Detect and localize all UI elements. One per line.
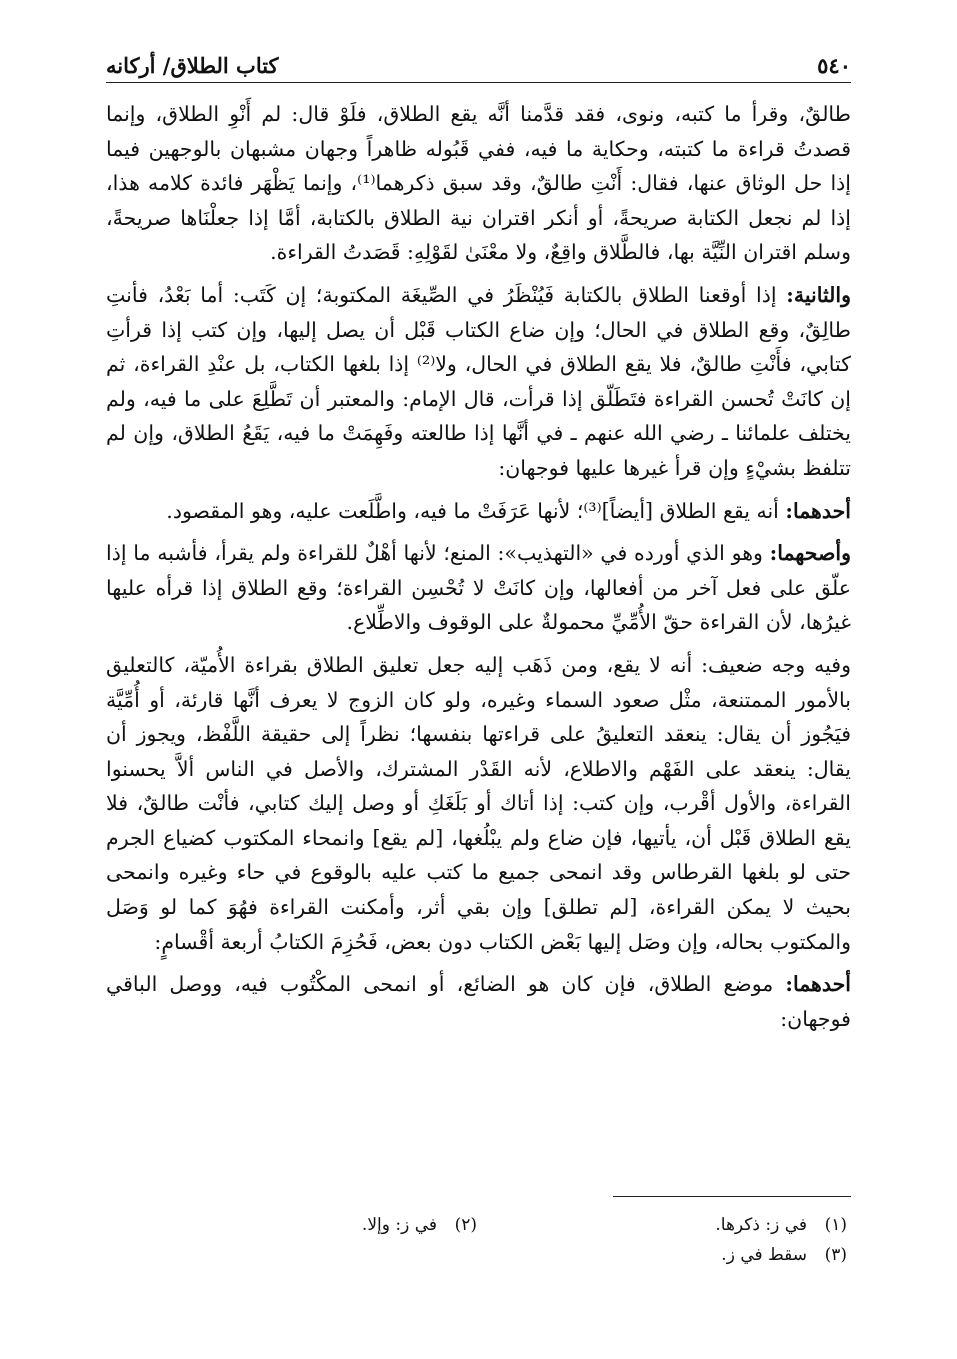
paragraph xyxy=(106,648,851,959)
footnote-2 xyxy=(107,1210,477,1240)
paragraph xyxy=(106,494,851,529)
paragraph-text: أنه يقع الطلاق [أيضاً]⁽³⁾؛ لأنها عَرَفَتْ ما فيه، واطَّلَعت عليه، وهو المقصود. xyxy=(166,498,786,523)
footnote-number: (٢) xyxy=(454,1215,477,1235)
footnote-text: سقط في ز. xyxy=(721,1245,807,1265)
footnote-1 xyxy=(477,1210,847,1240)
paragraph-lead: والثانية: xyxy=(786,282,851,307)
paragraph-text: موضع الطلاق، فإن كان هو الضائع، أو انمحى المكْتُوب فيه، ووصل الباقي فوجهان: xyxy=(106,972,851,1031)
paragraph-lead: أحدهما: xyxy=(785,972,851,997)
running-head xyxy=(106,42,851,83)
body-text xyxy=(106,97,851,1036)
footnote-text: في ز: ذكرها. xyxy=(715,1215,807,1235)
footnote-text: في ز: وإلا. xyxy=(361,1215,437,1235)
paragraph-lead: أحدهما: xyxy=(785,498,851,523)
paragraph-lead: وأصحهما: xyxy=(769,541,851,566)
paragraph xyxy=(106,278,851,486)
paragraph-text: وهو الذي أورده في «التهذيب»: المنع؛ لأنها أهْلٌ للقراءة ولم يقرأ، فأشبه ما إذا علّق على فعل آخر من أفعالها، وإن كانَتْ لا تُحْسِن القراءة؛ وقع الطلاق إذا قرأه عليها غيرُها، لأن القراءة حقّ الأُمِّيِّ محمولةٌ على الوقوف والاطِّلاع. xyxy=(106,541,851,635)
footnote-number: (٣) xyxy=(824,1245,847,1265)
paragraph-text: وفيه وجه ضعيف: أنه لا يقع، ومن ذَهَب إليه جعل تعليق الطلاق بقراءة الأُميّة، كالتعليق بالأمور الممتنعة، مثْل صعود السماء وغيره، ولو كان الزوج لا يعرف أنَّها قارئة، أو أُمِّيَّة فيَجُوز أن يقال: ينعقد التعليقُ على قراءتها بنفسها؛ نظراً إلى حقيقة اللَّفْظ، ويجوز أن يقال: ينعقد على الفَهْم والاطلاع، لأنه القَدْر المشترك، والأصل في الناس ألاَّ يحسنوا القراءة، والأول أقْرب، وإن كتب: إذا أتاك أو بَلَغَكِ أو وصل إليك كتابي، فأنْت طالقٌ، فلا يقع الطلاق قَبْل أن، يأتيها، فإن ضاع ولم يبْلُغها، [لم يقع] وانمحاء المكتوب كضياع الجرم حتى لو بلغها القرطاس وقد انمحى جميع ما كتب عليه بالوقوع في حاء وغيره وانمحى بحيث لا يمكن القراءة، [لم تطلق] وإن بقي أثر، وأمكنت القراءة فهُوَ كما لو وَصَل والمكتوب بحاله، وإن وصَل إليها بَعْض الكتاب دون بعض، فَحُزِمَ الكتابُ أربعة أقْسامٍ: xyxy=(106,652,851,954)
paragraph-text: طالقٌ، وقرأ ما كتبه، ونوى، فقد قدَّمنا أنَّه يقع الطلاق، فلَوْ قال: لم أَنْوِ الطلاق، وإنما قصدتُ قراءة ما كتبته، وحكاية ما فيه، ففي قَبُوله ظاهراً وجهان مشبهان بالوجهين فيما إذا حل الوثاق عنها، فقال: أَنْتِ طالقٌ، وقد سبق ذكرهما⁽¹⁾، وإنما يَظْهَر فائدة كلامه هذا، إذا لم نجعل الكتابة صريحةً، أو أنكر اقتران نية الطلاق بالكتابة، أمَّا إذا جعلْنَاها صريحةً، وسلم اقتران النِّيَّة بها، فالطَّلاق واقِعٌ، ولا معْنَىٰ لقَوْلِهِ: قَصَدتُ القراءة. xyxy=(106,102,851,265)
footnote-row xyxy=(107,1240,847,1270)
footnote-divider xyxy=(613,1196,851,1197)
footnotes xyxy=(107,1210,847,1270)
footnote-3 xyxy=(477,1240,847,1270)
paragraph-text: إذا أوقعنا الطلاق بالكتابة فَيُنْظَرُ في الصِّيغَة المكتوبة؛ إن كَتَب: أما بَعْدُ، فأنتِ طالِقٌ، وقع الطلاق في الحال؛ وإن ضاع الكتاب قَبْل أن يصل إليها، وإن كتب إذا قرأتِ كتابي، فأَنْتِ طالقٌ، فلا يقع الطلاق في الحال، ولا⁽²⁾ إذا بلغها الكتاب، بل عنْدِ القراءة، ثم إن كانَتْ تُحسن القراءة فتَطَلّق إذا قرأت، قال الإمام: والمعتبر أن تَطَّلِعَ على ما فيه، ولم يختلف علمائنا ـ رضي الله عنهم ـ في أنَّها إذا طالعته وفَهِمَتْ ما فيه، يَقَعُ الطلاق، وإن لم تتلفظ بشيْءٍ وإن قرأ غيرها عليها فوجهان: xyxy=(106,282,851,480)
footnote-row xyxy=(107,1210,847,1240)
page-number: ٥٤٠ xyxy=(817,53,851,78)
book-title: كتاب الطلاق/ أركانه xyxy=(106,53,279,78)
paragraph xyxy=(106,536,851,640)
paragraph xyxy=(106,97,851,270)
paragraph xyxy=(106,967,851,1036)
footnote-number: (١) xyxy=(824,1215,847,1235)
